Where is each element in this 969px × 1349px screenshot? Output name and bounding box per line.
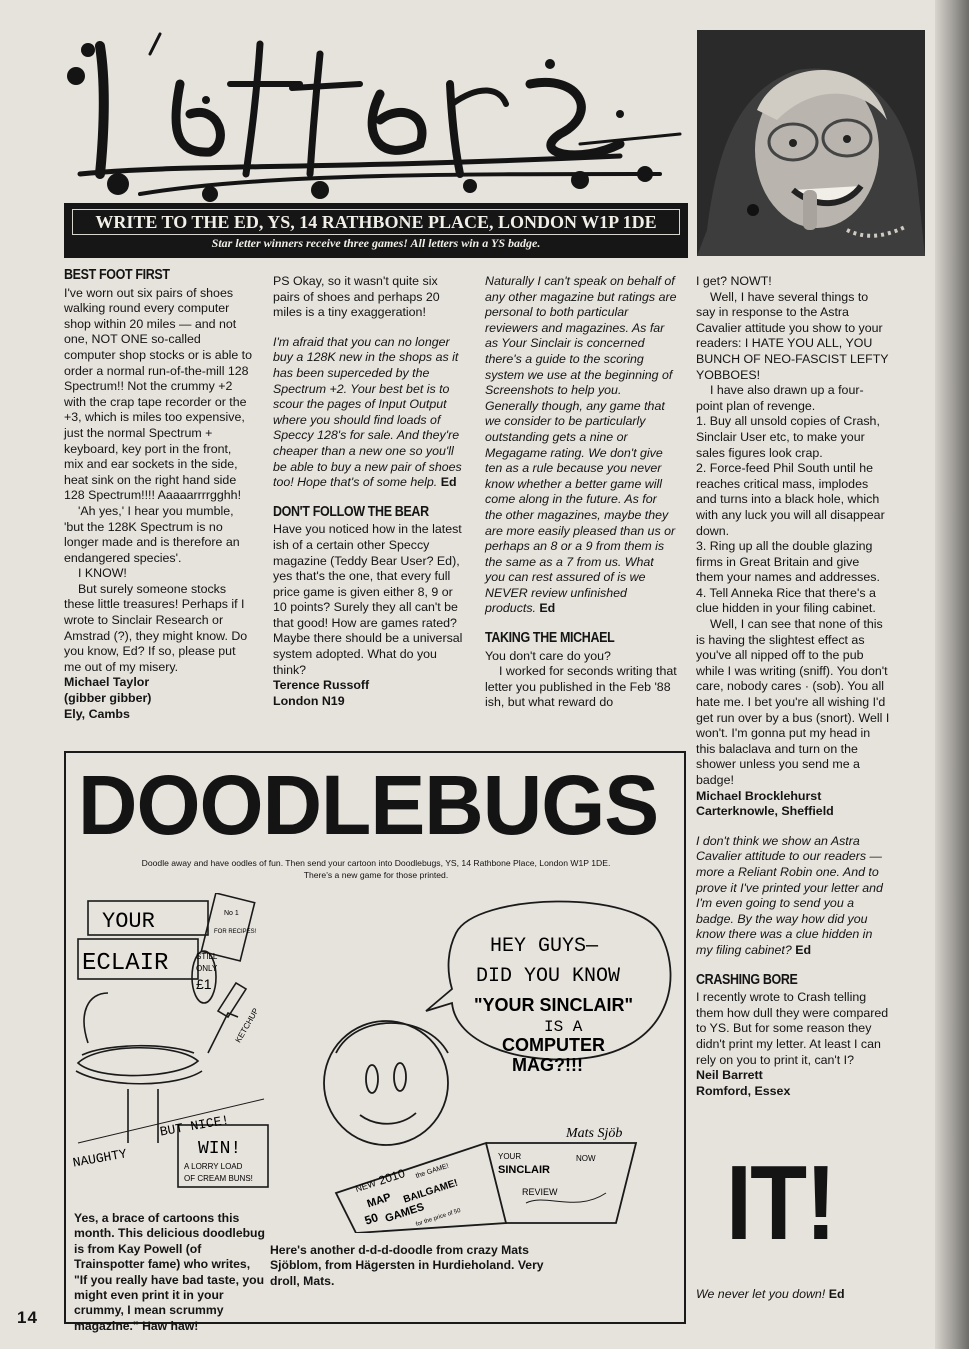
cartoon-text: FOR RECIPES! [214,929,257,935]
cartoon-your-eclair [68,893,272,1193]
paragraph: 'Ah yes,' I hear you mumble, 'but the 128K Spectrum is no longer made and is therefore an endangered species'. [64,503,240,565]
heading-best-foot-first: BEST FOOT FIRST [64,267,170,283]
paragraph: I recently wrote to Crash telling them how dull they were compared to YS. But for some reason they didn't print my letter. At least I can rely on you to print it, can't I? [696,990,889,1067]
speech-text: IS A [544,1018,583,1036]
editor-photo [697,30,925,256]
speech-text: COMPUTER [502,1035,605,1055]
editor-reply: I don't think we show an Astra Cavalier attitude to our readers — more a Reliant Robin one. And to prove it I've printed your letter and I'm even going to send you a badge. By the way how did you know there was a clue hidden in my filing cabinet? Ed [696,833,883,957]
address-banner [64,203,688,258]
page-number: 14 [17,1308,38,1327]
magazine-text: GAMES [383,1201,426,1225]
magazine-text: MAP [365,1191,393,1211]
heading-taking-the-michael: TAKING THE MICHAEL [485,630,615,647]
paragraph: I KNOW! [78,566,127,581]
list-item: 3. Ring up all the double glazing firms in Great Britain and give them your names and addresses. [696,539,880,585]
magazine-text: 2010 [376,1166,407,1188]
signature: Romford, Essex [696,1083,791,1098]
cartoon-mats-sjoblom [276,893,676,1233]
list-item: 4. Tell Anneka Rice that there's a clue hidden in your filing cabinet. [696,585,876,616]
artist-signature: Mats Sjöb [566,1126,623,1141]
column-2 [273,274,465,709]
doodlebugs-info: Doodle away and have oodles of fun. Then send your cartoon into Doodlebugs, YS, 14 Rathbone Place, London W1P 1DE. There's a new game for those printed. [141,858,611,880]
cartoon-text: A LORRY LOAD [184,1162,243,1171]
letters-logo [60,24,700,204]
speech-text: "YOUR SINCLAIR" [474,995,634,1015]
heading-crashing-bore: CRASHING BORE [696,971,798,988]
page-edge-shadow [935,0,969,1349]
paragraph: Well, I have several things to say in response to the Astra Cavalier attitude you show to your readers: I HATE YOU ALL, YOU BUNCH OF NEO-FASCIST LEFTY YOBBOES! [696,289,889,382]
speech-text: HEY GUYS— [490,935,599,958]
paragraph: I worked for seconds writing that letter you published in the Feb '88 ish, but what reward do [485,664,677,710]
cartoon-text: ONLY [196,964,218,973]
magazine-text: BAILGAME! [402,1177,460,1206]
paragraph: I get? NOWT! [696,274,772,288]
cartoon-text: YOUR [102,909,155,934]
editor-reply: I'm afraid that you can no longer buy a 128K new in the shops as it has been superceded by the Spectrum +2. Your best bet is to scour the pages of Input Output where you should find loads of Speccy 128's for sale. And they're cheaper than a new one so you'll be able to buy a new pair of shoes too! Hope that's of some help. Ed [273,334,462,490]
cartoon-text: KETCHUP [233,1006,261,1045]
magazine-text: 50 [362,1210,380,1228]
magazine-text: for the price of 50 [415,1207,462,1228]
it-heading: IT! [726,1144,835,1262]
signature: Terence Russoff [273,678,370,693]
signature: (gibber gibber) [64,691,152,706]
cartoon-text: ECLAIR [82,950,169,977]
it-note: We never let you down! Ed [696,1287,845,1301]
column-4 [696,274,890,1099]
paragraph: Have you noticed how in the latest ish of a certain other Speccy magazine (Teddy Bear User? Ed), yes that's the one, that every full price game is given either 8, 9 or 10 points? Surely they all can't be that good! How are games rated? Maybe there should be a universal system adopted. What do you think? [273,522,463,677]
banner-title: WRITE TO THE ED, YS, 14 RATHBONE PLACE, LONDON W1P 1DE [72,209,680,235]
paragraph: PS Okay, so it wasn't quite six pairs of shoes and perhaps 20 miles is a tiny exaggeration! [273,274,440,320]
paragraph: But surely someone stocks these little treasures! Perhaps if I wrote to Sinclair Research or Amstrad (?), they might know. Do you know, Ed? If so, please put me out of my misery. [64,581,248,674]
signature: Carterknowle, Sheffield [696,804,834,819]
magazine-text: NEW [354,1177,378,1194]
column-3 [485,274,677,711]
caption-kay-powell: Yes, a brace of cartoons this month. This delicious doodlebug is from Kay Powell (of Trainspotter fame) who writes, "If you really have bad taste, you might even print it in your crummy, I mean scrummy magazine." Haw haw! [74,1211,265,1333]
signature: Ely, Cambs [64,706,130,721]
signature: Michael Brocklehurst [696,788,822,803]
magazine-text: the GAME! [414,1162,450,1180]
cartoon-text: BUT NICE! [158,1112,231,1140]
heading-dont-follow-the-bear: DON'T FOLLOW THE BEAR [273,503,429,520]
magazine-text: REVIEW [522,1187,558,1197]
signature: London N19 [273,693,345,708]
doodlebugs-box [64,751,686,1333]
column-1 [64,268,254,722]
editor-reply: Naturally I can't speak on behalf of any other magazine but ratings are personal to both particular reviewers and magazines. As far as Your Sinclair is concerned there's a guide to the scoring system we use at the beginning of Screenshots to help you. Generally though, any game that we consider to be particularly outstanding gets a nine or Megagame rating. We don't give ten as a rule because you never know whether a better game will come along in the future. As for the other magazines, maybe they are more easily pleased than us or perhaps an 8 or a 9 from them is the same as a 7 from us. What you can rest assured of is we NEVER review unfinished products. Ed [485,274,677,616]
cartoon-text: £1 [196,976,212,992]
magazine-text: SINCLAIR [498,1164,550,1176]
banner-subtitle: Star letter winners receive three games! All letters win a YS badge. [211,236,541,250]
cartoon-text: NAUGHTY [71,1146,129,1171]
cartoon-text: No 1 [224,910,239,917]
paragraph: I have also drawn up a four-point plan of revenge. [696,383,864,413]
cartoon-text: STILL [196,952,218,961]
paragraph: I've worn out six pairs of shoes walking round every computer shop within 20 miles — and not one, NOT ONE so-called computer shop stocks or is able to order a normal run-of-the-mill 128 Spectrum!! Not the crummy +2 with the crap tape recorder or the +3, which is miles too expensive, just the normal Spectrum + keyboard, key port in the front, mix and ear sockets in the side, heat sink on the right hand side 128 Spectrum!!!! Aaaaarrrrgghh! [64,285,253,503]
paragraph: Well, I can see that none of this is having the slightest effect as you've all nipped off to the pub while I was writing (sniff). You don't care, nobody cares · (sob). You all hate me. I bet you're all wishing I'd get run over by a bus (snort). Well I won't. I'm gonna put my head in this balaclava and turn on the shower unless you send me a badge! [696,617,890,787]
speech-text: MAG?!!! [512,1055,583,1075]
cartoon-text: OF CREAM BUNS! [184,1174,253,1183]
list-item: 1. Buy all unsold copies of Crash, Sinclair User etc, to make your sales figures look crap. [696,414,880,460]
doodlebugs-title: DOODLEBUGS [78,758,659,852]
caption-mats-sjoblom: Here's another d-d-d-doodle from crazy Mats Sjöblom, from Hägersten in Hurdieholand. Very droll, Mats. [270,1243,544,1288]
signature: Neil Barrett [696,1068,763,1083]
magazine-text: YOUR [498,1152,522,1161]
magazine-text: NOW [576,1154,596,1163]
signature: Michael Taylor [64,675,150,690]
cartoon-text: WIN! [198,1139,242,1159]
paragraph: You don't care do you? [485,648,611,663]
speech-text: DID YOU KNOW [476,965,621,988]
list-item: 2. Force-feed Phil South until he reaches critical mass, implodes and turns into a black hole, which with any luck you will all disappear down. [696,461,885,538]
